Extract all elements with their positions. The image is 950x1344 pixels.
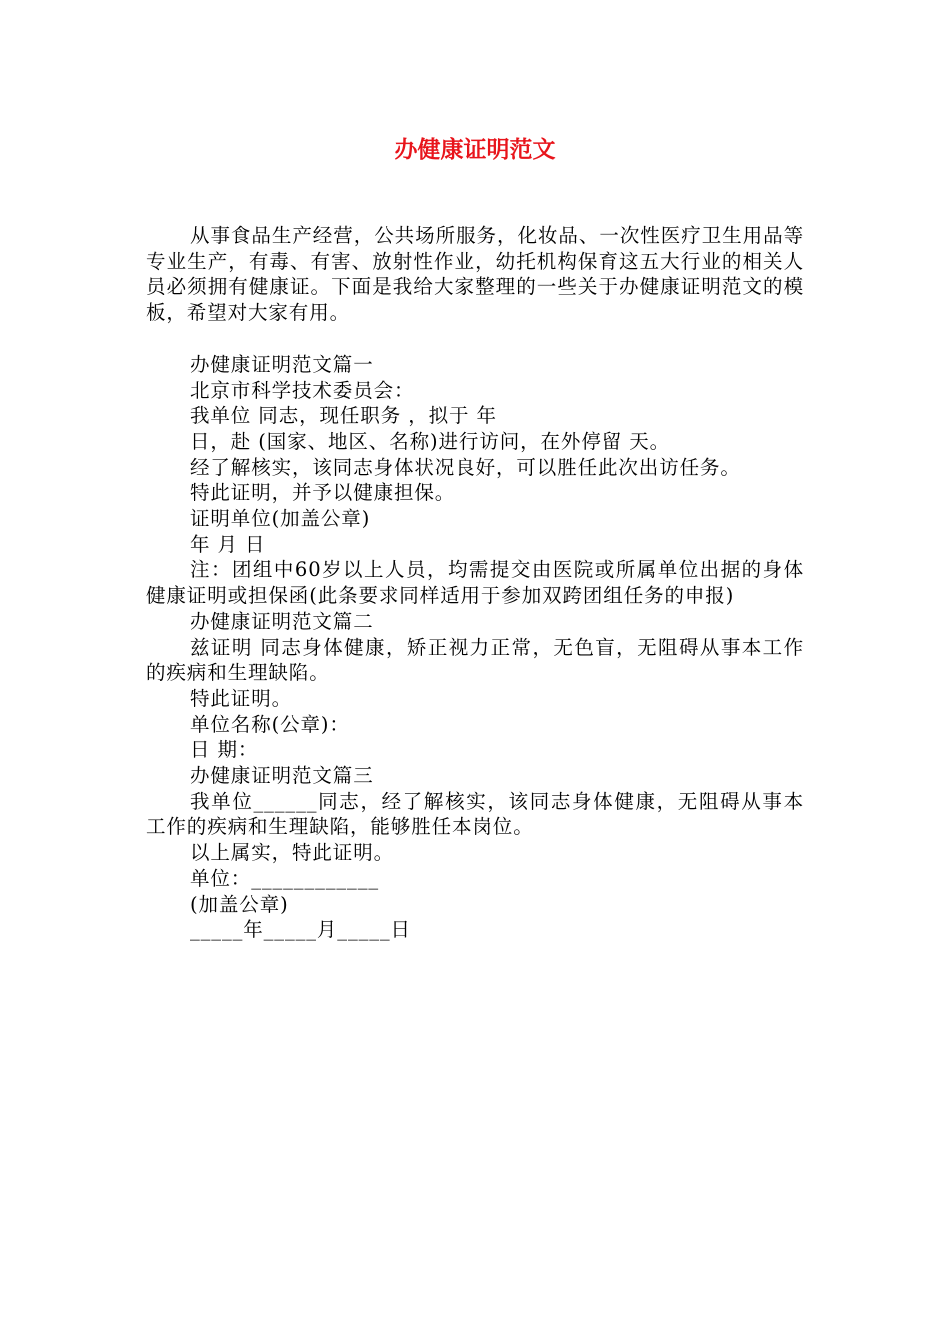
section-heading-1: 办健康证明范文篇一	[190, 352, 374, 376]
date-line: 日 期：	[190, 738, 259, 762]
section-heading-2: 办健康证明范文篇二	[190, 609, 374, 633]
body-line: 特此证明，并予以健康担保。	[190, 481, 456, 505]
paragraph-gap	[146, 326, 804, 352]
body-line: 我单位 同志，现任职务 ，拟于 年	[190, 404, 497, 428]
body-line: 日，赴 (国家、地区、名称)进行访问，在外停留 天。	[190, 429, 671, 453]
signature-line: 单位：____________	[190, 866, 379, 890]
body-line: 以上属实，特此证明。	[190, 841, 395, 865]
signature-line: 单位名称(公章)：	[190, 712, 350, 736]
seal-line: (加盖公章)	[190, 892, 289, 916]
body-line: 兹证明 同志身体健康，矫正视力正常，无色盲，无阻碍从事本工作的疾病和生理缺陷。	[146, 635, 804, 685]
date-line: _____年_____月_____日	[190, 918, 411, 942]
body-line: 特此证明。	[190, 686, 293, 710]
intro-paragraph: 从事食品生产经营，公共场所服务，化妆品、一次性医疗卫生用品等专业生产，有毒、有害、放射性作业，幼托机构保育这五大行业的相关人员必须拥有健康证。下面是我给大家整理的一些关于办健康证明范文的模板，希望对大家有用。	[146, 224, 804, 325]
signature-line: 证明单位(加盖公章)	[190, 507, 371, 531]
body-line: 我单位______同志，经了解核实，该同志身体健康，无阻碍从事本工作的疾病和生理缺陷，能够胜任本岗位。	[146, 789, 804, 839]
document-body	[146, 223, 804, 943]
section-heading-3: 办健康证明范文篇三	[190, 764, 374, 788]
document-title: 办健康证明范文	[394, 137, 556, 163]
addressee-line: 北京市科学技术委员会：	[190, 378, 415, 402]
note-paragraph: 注：团组中60岁以上人员，均需提交由医院或所属单位出据的身体健康证明或担保函(此条要求同样适用于参加双跨团组任务的申报)	[146, 558, 804, 608]
date-line: 年 月 日	[190, 532, 266, 556]
body-line: 经了解核实，该同志身体状况良好，可以胜任此次出访任务。	[190, 455, 741, 479]
